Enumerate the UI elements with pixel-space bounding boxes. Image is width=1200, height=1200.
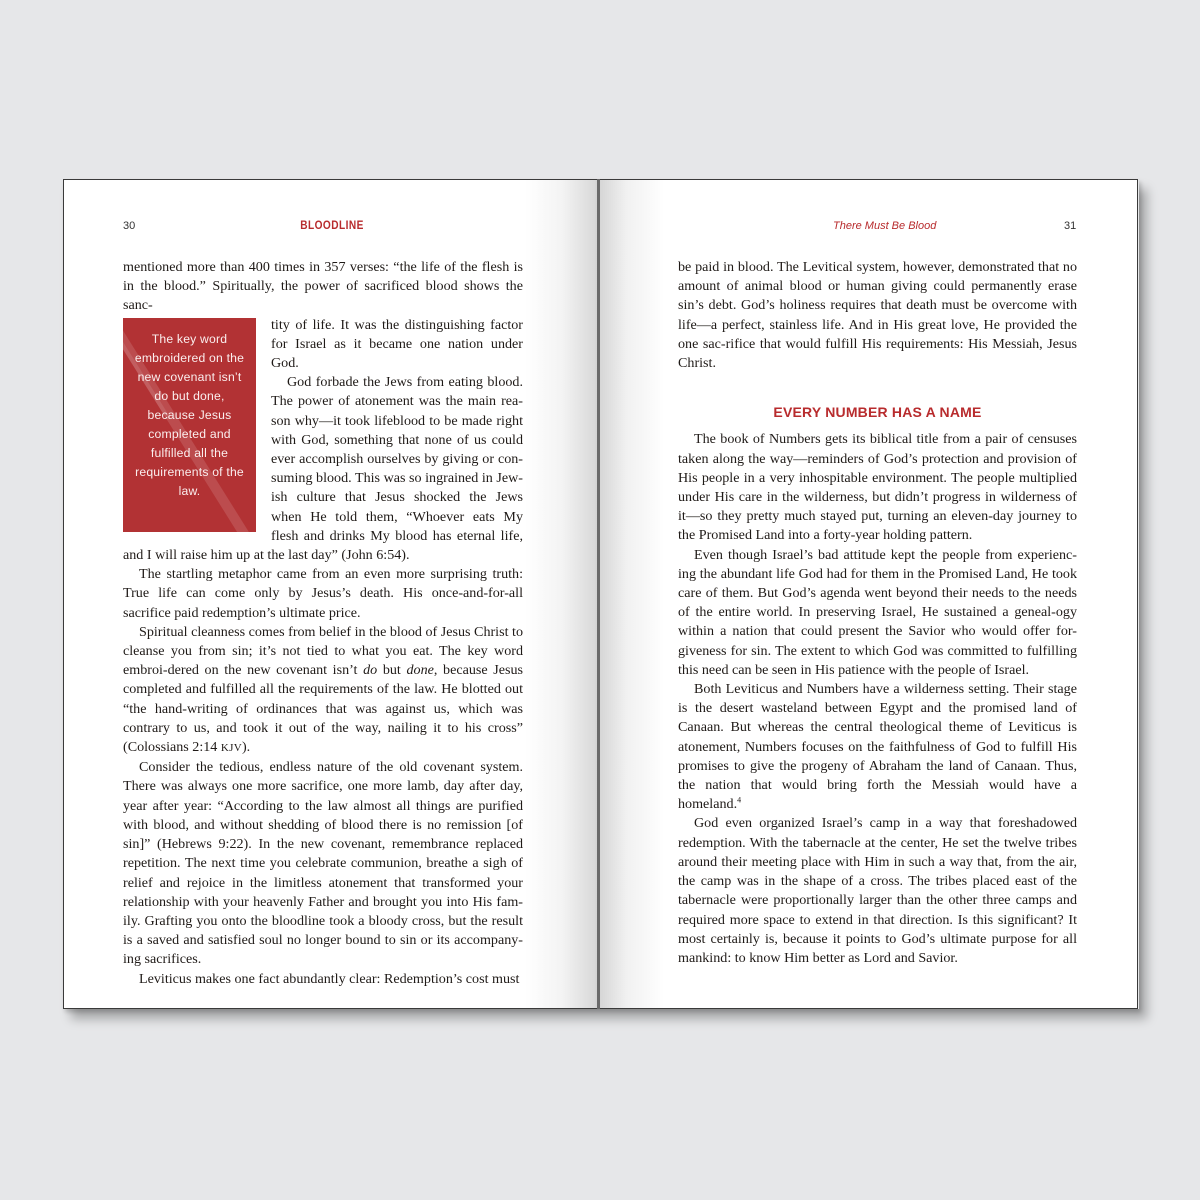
paragraph: mentioned more than 400 times in 357 verses: “the life of the flesh is in the blood.” Spiritually, the power of sacrificed blood shows the sanc-	[123, 259, 523, 314]
paragraph: Spiritual cleanness comes from belief in the blood of Jesus Christ to cleanse you from sin; it’s not tied to what you eat. The key word embroi-dered on the new covenant isn’t do but done, because Jesus completed and fulfilled all the requirements of the law. He blotted out “the hand-writing of ordinances that was against us, which was contrary to us, and took it out of the way, nailing it to his cross” (Colossians 2:14 KJV).	[123, 623, 523, 756]
paragraph: God even organized Israel’s camp in a way that foreshadowed redemption. With the tabernacle at the center, He set the twelve tribes around their meeting place with Him in such a way that, from the air, the camp was in the shape of a cross. The tribes placed east of the tabernacle were proportionally larger than the other three camps and required more space to extend in that direction. Is this significant? It most certainly is, because it points to God’s ultimate purpose for all mankind: to know Him better as Lord and Savior.	[678, 815, 1077, 966]
bible-version-abbrev: KJV	[220, 742, 242, 755]
left-page	[63, 179, 600, 1009]
paragraph: Leviticus makes one fact abundantly clear: Redemption’s cost must	[139, 970, 520, 987]
paragraph: The book of Numbers gets its biblical title from a pair of censuses taken along the way—reminders of God’s protection and provision of His people in a very inhospitable environment. The people multiplied under His care in the wilderness, but didn’t progress in wilderness of it—so they pretty much stayed put, turning an eleven-day journey to the Promised Land into a forty-year holding pattern.	[678, 431, 1077, 544]
book-spread	[63, 179, 1139, 1009]
paragraph: Even though Israel’s bad attitude kept the people from experienc-ing the abundant life God had for them in the Promised Land, He took care of them. But God’s agenda went beyond their needs to the needs of the entire world. In preserving Israel, He sustained a geneal-ogy within a nation that could present the Savior who would offer for-giveness for sin. The extent to which God was committed to fulfilling this need can be seen in His patience with the people of Israel.	[678, 546, 1077, 678]
paragraph: be paid in blood. The Levitical system, however, demonstrated that no amount of animal blood or human giving could permanently erase sin’s debt. God’s holiness requires that death must be overcome with life—a perfect, stainless life. And in His great love, He provided the one sac-rifice that would fulfill His requirements: His Messiah, Jesus Christ.	[678, 259, 1077, 372]
paragraph: God forbade the Jews from eating blood. The power of atonement was the main rea-son why—it took lifeblood to be made right with God, something that none of us could ever accomplish ourselves by giving or con-suming blood. This was so ingrained in Jew-ish culture that Jesus shocked the Jews when He told them, “Whoever eats My flesh and drinks My blood has eternal life, and I will raise him up at the last day” (John 6:54).	[123, 374, 523, 564]
page-number: 31	[1064, 220, 1077, 232]
right-body-text	[678, 258, 1077, 968]
section-heading: EVERY NUMBER HAS A NAME	[773, 404, 982, 421]
page-number: 30	[123, 220, 136, 232]
pull-quote-text: The key word embroidered on the new covenant isn’t do but done, because Jesus completed and fulfilled all the requirements of the law.	[134, 331, 245, 498]
emphasis: done	[406, 662, 434, 679]
running-head-book-title: BLOODLINE	[300, 220, 364, 232]
emphasis: do	[363, 662, 378, 679]
pull-quote-box	[123, 318, 256, 532]
right-page	[600, 179, 1138, 1009]
running-head-chapter-title: There Must Be Blood	[833, 220, 937, 232]
paragraph: Consider the tedious, endless nature of the old covenant system. There was always one more sacrifice, one more lamb, day after day, year after year: “According to the law almost all things are purified with blood, and without shedding of blood there is no remission [of sin]” (Hebrews 9:22). In the new covenant, remembrance replaced repetition. The next time you celebrate communion, breathe a sigh of relief and rejoice in the limitless atonement that transformed your relationship with your heavenly Father and brought you into His fam-ily. Grafting you onto the bloodline took a bloody cross, but the result is a saved and satisfied soul no longer bound to sin or its accompany-ing sacrifices.	[123, 759, 523, 968]
paragraph: Both Leviticus and Numbers have a wilderness setting. Their stage is the desert wasteland between Egypt and the promised land of Canaan. But whereas the central theological theme of Leviticus is atonement, Numbers focuses on the faithfulness of God to fulfill His promises to give the progeny of Abraham the land of Canaan. Thus, the nation that would bring forth the Messiah would have a homeland.$^4$	[678, 681, 1077, 813]
paragraph: The startling metaphor came from an even more surprising truth: True life can come only by Jesus’s death. His once-and-for-all sacrifice paid redemption’s ultimate price.	[123, 566, 523, 621]
footnote-marker: 4	[737, 795, 742, 805]
left-body-text	[123, 258, 523, 989]
paragraph: tity of life. It was the distinguishing factor for Israel as it became one nation under God.	[271, 316, 523, 372]
